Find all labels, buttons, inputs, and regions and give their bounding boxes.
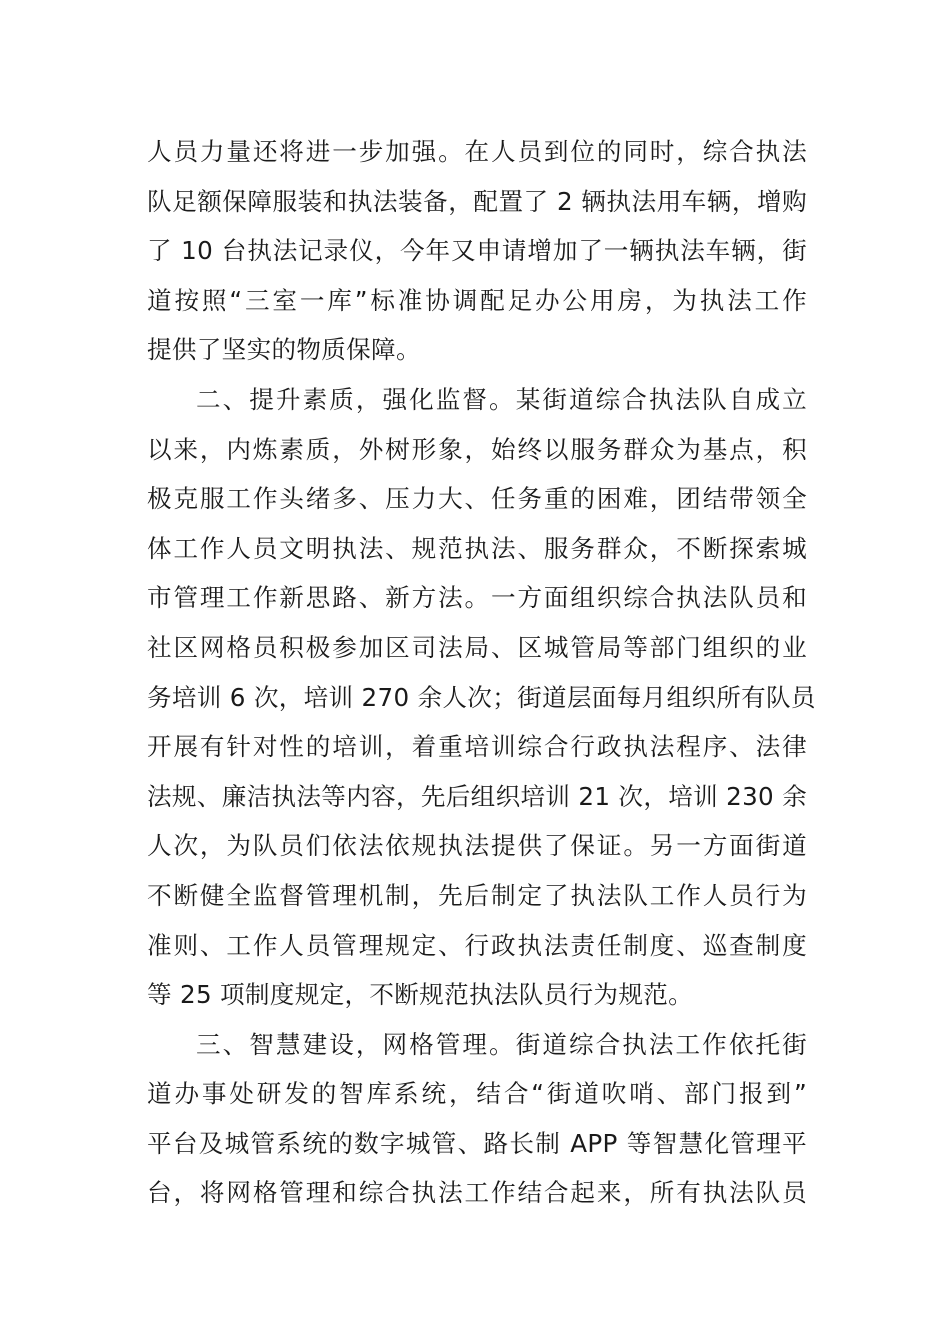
- paragraph-3-line-1: 三、智慧建设，网格管理。街道综合执法工作依托街: [196, 1029, 807, 1059]
- paragraph-2-line-5: 市管理工作新思路、新方法。一方面组织综合执法队员和: [147, 583, 807, 613]
- paragraph-2-line-9: 法规、廉洁执法等内容，先后组织培训 21 次，培训 230 余: [147, 781, 807, 811]
- paragraph-1-line-2: 队足额保障服装和执法装备，配置了 2 辆执法用车辆，增购: [147, 186, 807, 216]
- document-body: [147, 127, 816, 1218]
- paragraph-2-line-1: 二、提升素质，强化监督。某街道综合执法队自成立: [196, 384, 807, 414]
- paragraph-2-line-2: 以来，内炼素质，外树形象，始终以服务群众为基点，积: [147, 434, 807, 464]
- paragraph-1-line-3: 了 10 台执法记录仪，今年又申请增加了一辆执法车辆，街: [147, 236, 807, 266]
- paragraph-2-line-7: 务培训 6 次，培训 270 余人次；街道层面每月组织所有队员: [147, 682, 816, 712]
- paragraph-3-line-3: 平台及城管系统的数字城管、路长制 APP 等智慧化管理平: [147, 1128, 807, 1158]
- paragraph-2-line-8: 开展有针对性的培训，着重培训综合行政执法程序、法律: [147, 732, 807, 762]
- paragraph-1-line-1: 人员力量还将进一步加强。在人员到位的同时，综合执法: [147, 137, 807, 166]
- paragraph-2-line-6: 社区网格员积极参加区司法局、区城管局等部门组织的业: [147, 632, 807, 662]
- paragraph-2-line-11: 不断健全监督管理机制，先后制定了执法队工作人员行为: [147, 880, 807, 910]
- paragraph-1-line-4: 道按照“三室一库”标准协调配足办公用房，为执法工作: [147, 285, 807, 315]
- paragraph-2-line-12: 准则、工作人员管理规定、行政执法责任制度、巡查制度: [147, 930, 807, 960]
- paragraph-3-line-2: 道办事处研发的智库系统，结合“街道吹哨、部门报到”: [147, 1079, 807, 1109]
- paragraph-2-line-13: 等 25 项制度规定，不断规范执法队员行为规范。: [147, 980, 694, 1010]
- paragraph-2-line-10: 人次，为队员们依法依规执法提供了保证。另一方面街道: [147, 831, 807, 861]
- paragraph-2-line-3: 极克服工作头绪多、压力大、任务重的困难，团结带领全: [147, 484, 807, 514]
- paragraph-3-line-4: 台，将网格管理和综合执法工作结合起来，所有执法队员: [147, 1178, 807, 1208]
- paragraph-2-line-4: 体工作人员文明执法、规范执法、服务群众，不断探索城: [147, 533, 807, 563]
- paragraph-1-line-5: 提供了坚实的物质保障。: [147, 335, 421, 365]
